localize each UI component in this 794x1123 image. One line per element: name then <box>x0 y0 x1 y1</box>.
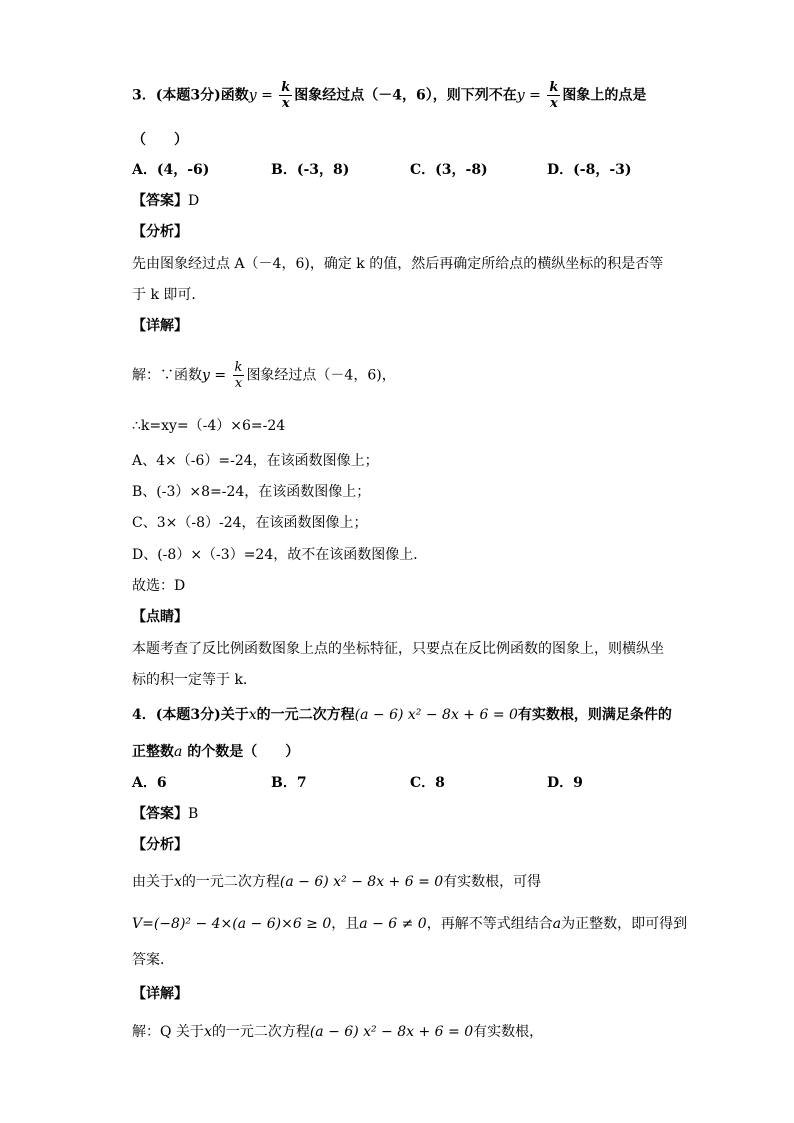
q3-option-c: C．(3，-8) <box>410 162 488 178</box>
q3-stem <box>132 80 646 111</box>
q4-stem-part-b: 的一元二次方程 <box>256 707 355 723</box>
q3-step-b: B、(-3）×8=-24，在该函数图像上； <box>132 484 371 500</box>
q3-option-a: A．(4，-6) <box>132 162 210 178</box>
q3-function-2: y = <box>516 87 546 104</box>
q3-step-k: ∴k=xy=（-4）×6=-24 <box>132 418 286 434</box>
q3-step-d: D、(-8）×（-3）=24，故不在该函数图像上． <box>132 547 428 563</box>
q3-choose: 故选：D <box>132 578 186 594</box>
q4-detail-line-1 <box>132 1022 543 1042</box>
q4-discriminant: V=(−8)² − 4×(a − 6)×6 ≥ 0 <box>132 916 332 932</box>
answer-value: B <box>188 806 199 822</box>
q4-stem-part-c: 有实数根，则满足条件的 <box>517 707 672 723</box>
q4-var-x: x <box>248 707 257 723</box>
fraction-denominator: x <box>234 376 243 391</box>
answer-label: 【答案】 <box>132 806 188 822</box>
q4-an1-post: 有实数根，可得 <box>443 874 542 890</box>
q3-comment-line-1: 本题考查了反比例函数图象上点的坐标特征，只要点在反比例函数的图象上，则横纵坐 <box>132 641 664 657</box>
answer-value: D <box>188 193 200 209</box>
q3-comment-line-2: 标的积一定等于 k． <box>132 672 257 688</box>
q3-option-d: D．(-8，-3) <box>547 162 632 178</box>
q4-option-c: C．8 <box>410 775 445 791</box>
q4-analysis-line-2 <box>132 914 687 934</box>
q3-stem-part-c: 图象上的点是 <box>562 87 647 104</box>
q4-option-a: A．6 <box>132 775 167 791</box>
q4-an2-var-a: a <box>552 916 562 932</box>
q4-stem-part-d2: 的个数是（ ） <box>182 744 300 760</box>
detail-function: y = <box>202 367 231 384</box>
q4-analysis-line-1 <box>132 872 541 892</box>
detail-intro-post: 图象经过点（－4，6)， <box>246 367 396 384</box>
q4-equation: (a − 6) x² − 8x + 6 = 0 <box>354 707 518 723</box>
detail-intro-pre: 解：∵函数 <box>132 367 202 384</box>
q4-an1-var-x: x <box>174 874 182 890</box>
q3-stem-part-b: 图象经过点（－4，6），则下列不在 <box>294 87 517 104</box>
fraction-denominator: x <box>549 96 558 111</box>
q4-stem-line-2 <box>132 742 299 762</box>
q4-detail-mid: 的一元二次方程 <box>211 1024 310 1040</box>
q3-step-a: A、4×（-6）=-24，在该函数图像上； <box>132 453 379 469</box>
q4-detail-var-x: x <box>203 1024 212 1040</box>
q4-analysis-label: 【分析】 <box>132 837 188 853</box>
q4-option-b: B．7 <box>271 775 307 791</box>
q3-paren: （ ） <box>132 132 188 148</box>
q4-detail-equation: (a − 6) x² − 8x + 6 = 0 <box>309 1024 474 1040</box>
q3-comment-label: 【点睛】 <box>132 609 188 625</box>
fraction-numerator: k <box>549 80 559 95</box>
q3-stem-part-a: 3．(本题3分)函数 <box>132 87 249 104</box>
fraction-numerator: k <box>281 80 291 95</box>
q4-var-a: a <box>174 744 183 760</box>
q4-stem-part-d1: 正整数 <box>132 744 174 760</box>
q3-function: y = <box>248 87 278 104</box>
q3-option-b: B．(-3，8) <box>271 162 350 178</box>
q4-an1-equation: (a − 6) x² − 8x + 6 = 0 <box>279 874 444 890</box>
q4-stem-part-a: 4．(本题3分)关于 <box>132 707 249 723</box>
q4-detail-post: 有实数根， <box>473 1024 544 1040</box>
q4-option-d: D．9 <box>547 775 583 791</box>
q3-analysis-line-2: 于 k 即可． <box>132 287 206 303</box>
fraction-denominator: x <box>281 96 290 111</box>
q4-an2-post: ，再解不等式组结合 <box>426 916 553 932</box>
q3-analysis-line-1: 先由图象经过点 A（－4，6)，确定 k 的值，然后再确定所给点的横纵坐标的积是否等 <box>132 256 664 272</box>
q4-stem <box>132 705 672 725</box>
q4-analysis-line-3: 答案． <box>132 952 174 968</box>
q4-an2-mid: ，且 <box>331 916 360 932</box>
fraction-numerator: k <box>234 360 243 375</box>
q3-analysis-label: 【分析】 <box>132 224 188 240</box>
q4-detail-pre: 解：Q 关于 <box>132 1024 204 1040</box>
q3-detail-intro <box>132 360 396 391</box>
q3-step-c: C、3×（-8）-24，在该函数图像上； <box>132 515 368 531</box>
detail-fraction <box>233 360 245 391</box>
q3-detail-label: 【详解】 <box>132 318 188 334</box>
q3-fraction-2 <box>547 80 560 111</box>
q3-fraction-1 <box>279 80 292 111</box>
q3-answer <box>132 191 199 211</box>
q4-an2-post2: 为正整数，即可得到 <box>561 916 688 932</box>
q4-condition: a − 6 ≠ 0 <box>359 916 427 932</box>
q4-answer <box>132 804 198 824</box>
q4-an1-mid: 的一元二次方程 <box>181 874 280 890</box>
q4-detail-label: 【详解】 <box>132 986 188 1002</box>
q4-an1-pre: 由关于 <box>132 874 174 890</box>
answer-label: 【答案】 <box>132 193 188 209</box>
